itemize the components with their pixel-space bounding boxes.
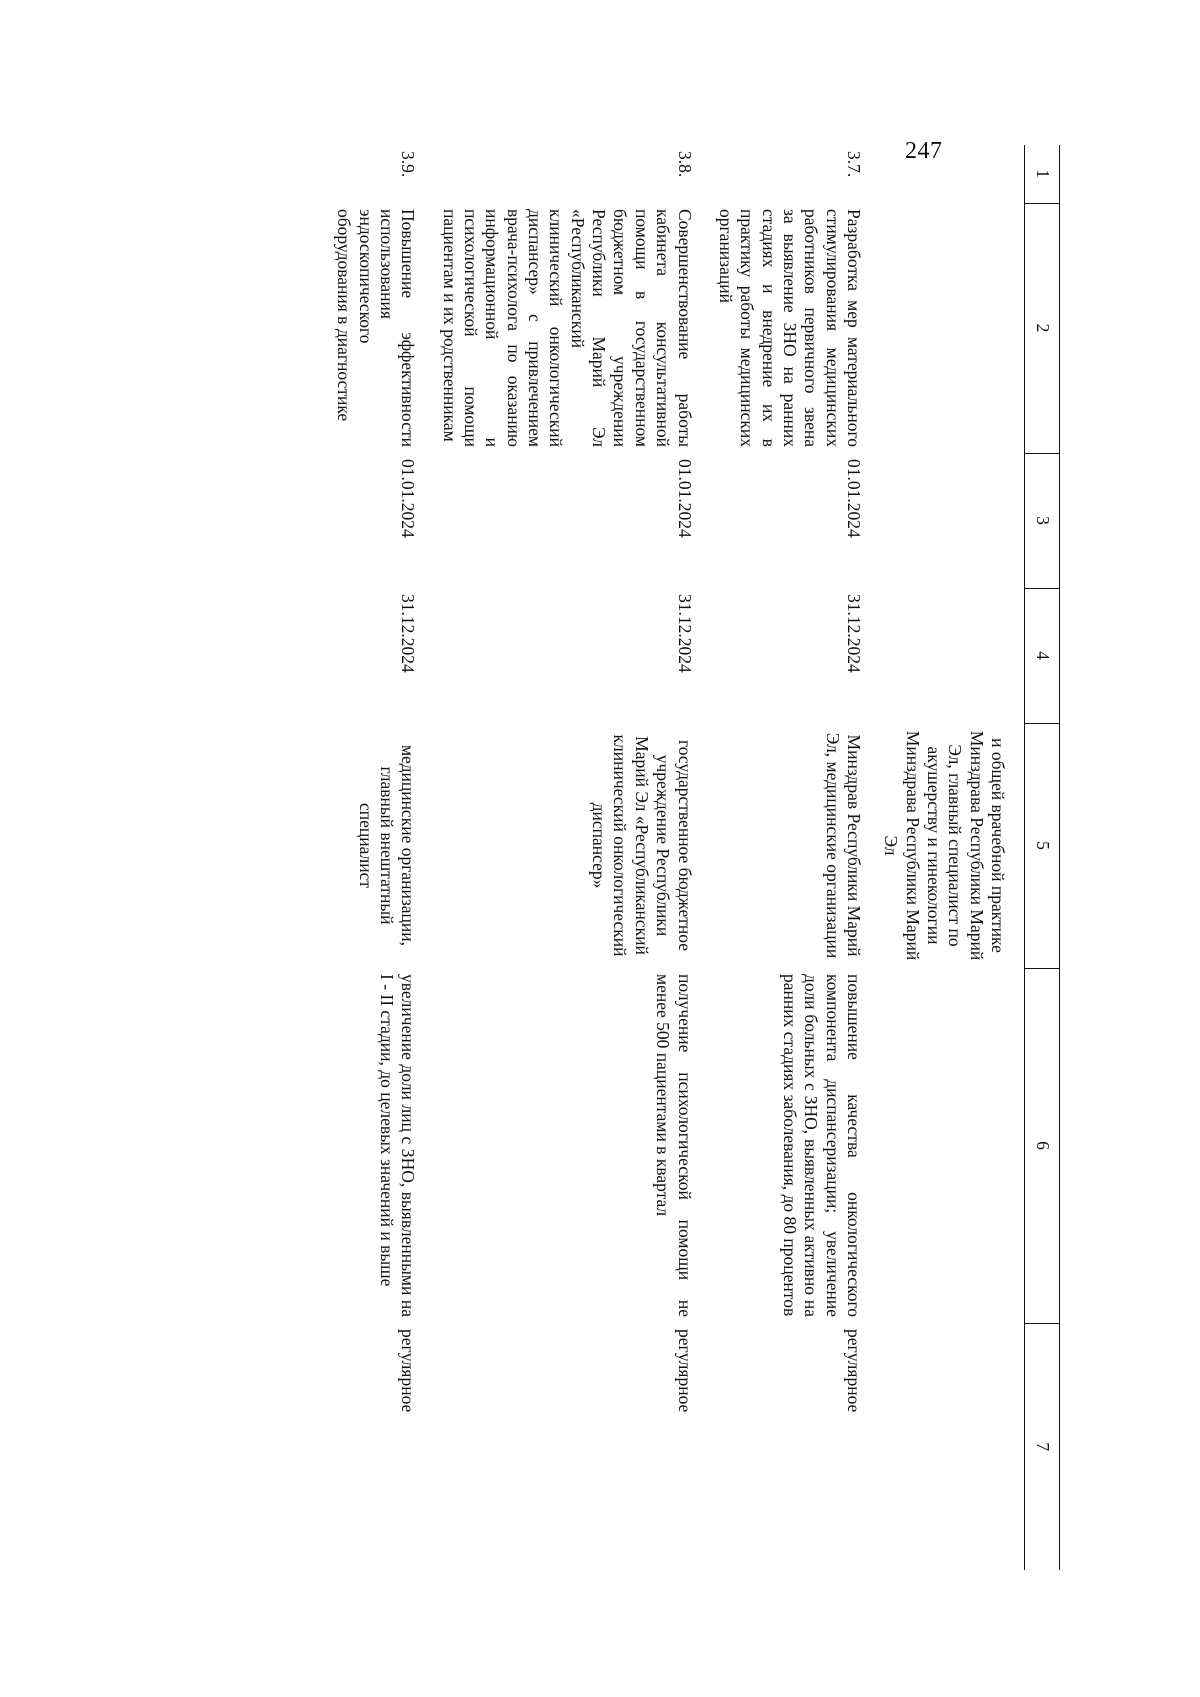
start-date-cell: 01.01.2024 xyxy=(398,459,419,538)
end-date-cell: 31.12.2024 xyxy=(398,594,419,673)
end-date-cell: 31.12.2024 xyxy=(843,594,864,673)
col-header-7: 7 xyxy=(1025,1323,1060,1570)
col-header-6: 6 xyxy=(1025,968,1060,1323)
col-header-2: 2 xyxy=(1025,203,1060,453)
column-numbers-row xyxy=(1025,145,1060,1570)
page-number: 247 xyxy=(905,138,943,164)
row-number: 3.7. xyxy=(843,151,864,178)
end-date-cell xyxy=(880,588,1008,723)
row-number xyxy=(880,145,1008,203)
table-row xyxy=(880,145,1008,1570)
responsible-cell: Минздрав Республики Марий Эл, медицинские организации xyxy=(822,732,864,959)
start-date-cell xyxy=(880,453,1008,588)
col-header-5: 5 xyxy=(1025,723,1060,968)
measure-cell: Разработка мер материального стимулирования медицинских работников первичного звена за выявление ЗНО на ранних стадиях и внедрение их в практику работы медицинских организаций xyxy=(715,209,864,447)
end-date-cell: 31.12.2024 xyxy=(674,594,695,673)
responsible-cell: медицинские организации, главный внештатный специалист xyxy=(355,744,419,947)
responsible-cell: и общей врачебной практике Минздрава Республики Марий Эл, главный специалист по акушерству и гинекологии Минздрава Республики Марий Эл xyxy=(881,730,1008,961)
row-number: 3.8. xyxy=(674,151,695,178)
row-number: 3.9. xyxy=(398,151,419,178)
result-cell: получение психологической помощи не менее 500 пациентами в квартал xyxy=(653,974,695,1317)
frequency-cell: регулярное xyxy=(398,1329,419,1413)
measure-cell: Повышение эффективности использования эндоскопического оборудования в диагностике xyxy=(334,209,419,447)
result-cell: повышение качества онкологического компонента диспансеризации; увеличение доли больных с ЗНО, выявленных активно на ранних стадиях заболевания, до 80 процентов xyxy=(779,974,864,1317)
frequency-cell: регулярное xyxy=(843,1329,864,1413)
result-cell: увеличение доли лиц с ЗНО, выявленными на I - II стадии, до целевых значений и выше xyxy=(377,974,419,1317)
frequency-cell: регулярное xyxy=(674,1329,695,1413)
measure-cell xyxy=(880,203,1008,453)
start-date-cell: 01.01.2024 xyxy=(674,459,695,538)
table-row xyxy=(695,145,864,1570)
plan-table xyxy=(333,145,1060,1570)
start-date-cell: 01.01.2024 xyxy=(843,459,864,538)
measure-cell: Совершенствование работы кабинета консультативной помощи в государственном бюджетном учреждении Республики Марий Эл «Республиканский клинический онкологический диспансер» с привлечением врача-психолога по оказанию информационной и психологической помощи пациентам и их родственникам xyxy=(439,209,695,447)
responsible-cell: государственное бюджетное учреждение Республики Марий Эл «Республиканский клинический онкологический диспансер» xyxy=(589,734,695,957)
col-header-3: 3 xyxy=(1025,453,1060,588)
frequency-cell xyxy=(880,1323,1008,1570)
col-header-4: 4 xyxy=(1025,588,1060,723)
rotated-table-area xyxy=(200,145,1060,1570)
col-header-1: 1 xyxy=(1025,145,1060,203)
table-row xyxy=(333,145,418,1570)
result-cell xyxy=(880,968,1008,1323)
table-row xyxy=(418,145,694,1570)
